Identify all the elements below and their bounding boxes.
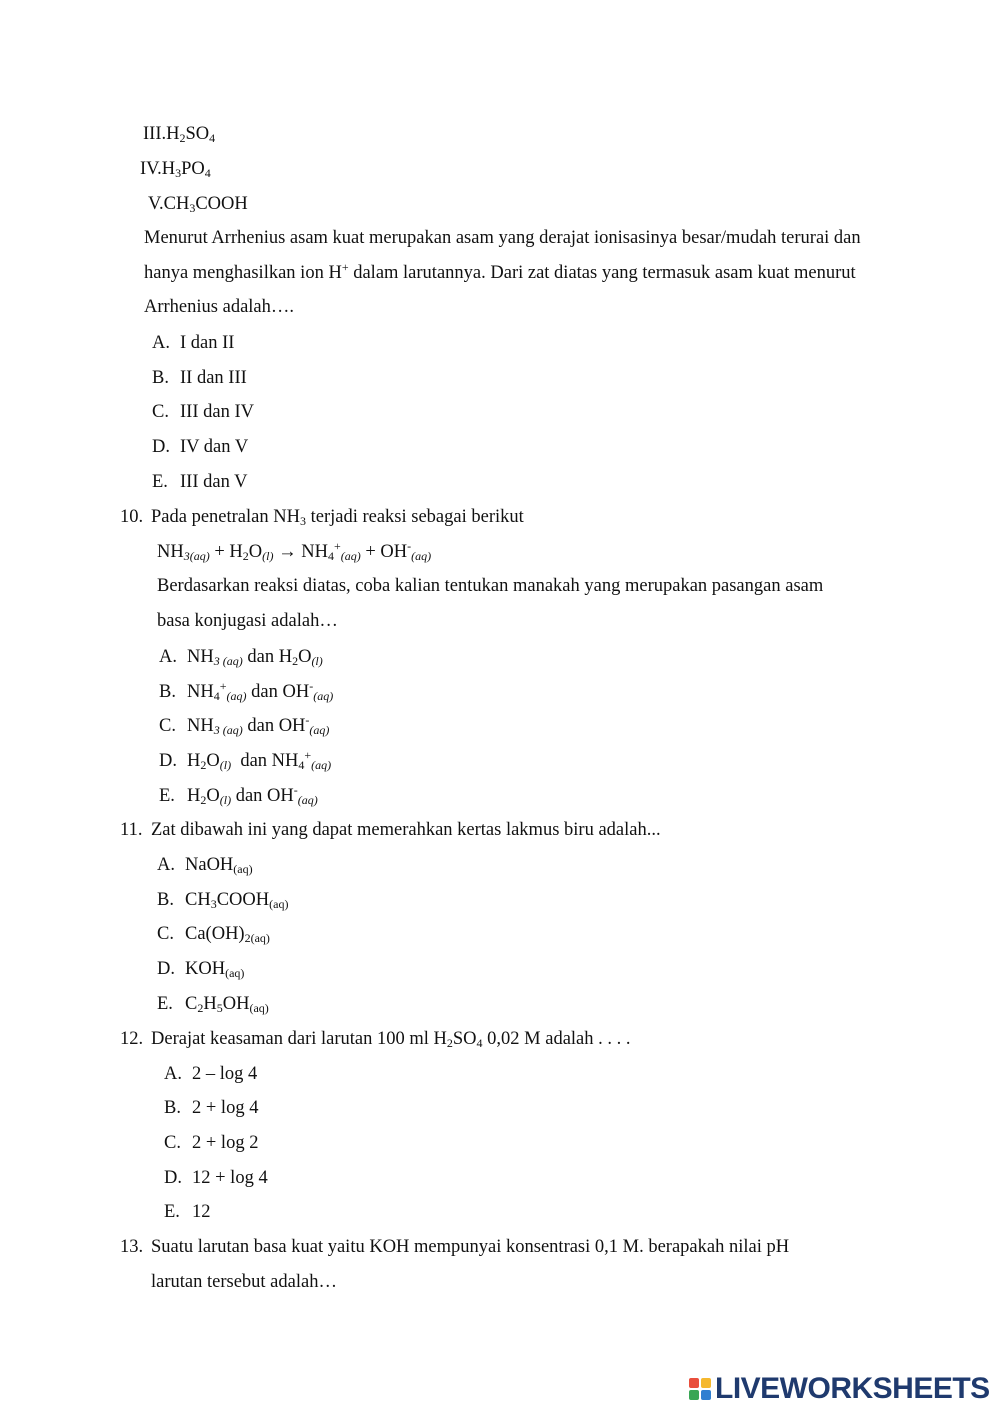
q13-stem-line-2: larutan tersebut adalah… [151,1272,337,1292]
option-letter: B. [164,1098,181,1118]
q11-stem: 11. Zat dibawah ini yang dapat memerahkan kertas lakmus biru adalah... [120,820,661,840]
q10-option-c[interactable]: C. $NH_{3 (aq)}$ dan $OH^-_{(aq)}$ [159,713,330,737]
option-letter: B. [157,890,174,910]
option-letter: E. [164,1202,180,1222]
option-letter: A. [159,647,177,667]
option-letter: A. [157,855,175,875]
q12-option-c[interactable]: C. 2 + log 2 [164,1133,259,1153]
logo-tile-2 [701,1378,711,1388]
option-letter: E. [159,786,175,806]
option-letter: D. [164,1168,182,1188]
q9-option-c[interactable]: C. III dan IV [152,402,254,422]
q12-stem: 12. Derajat keasaman dari larutan 100 ml $H_2SO_4$ 0,02 M adalah . . . . [120,1029,631,1050]
q10-equation: $NH_{3(aq)} + H_2O_{(l)} \to NH_4^+_{(aq)} + OH^-_{(aq)}$ [157,539,432,563]
option-letter: E. [157,994,173,1014]
option-letter: A. [152,333,170,353]
q11-option-c[interactable]: C. $Ca(OH)_{2(aq)}$ [157,924,270,945]
question-number: 12. [120,1029,144,1049]
option-letter: D. [157,959,175,979]
option-letter: B. [159,682,176,702]
liveworksheets-wordmark: LIVEWORKSHEETS [715,1372,990,1405]
q9-option-b[interactable]: B. II dan III [152,368,247,388]
q11-option-a[interactable]: A. NaOH$_{(aq)}$ [157,855,253,876]
question-number: 10. [120,507,144,527]
option-letter: D. [152,437,170,457]
option-letter: D. [159,751,177,771]
q9-stem: Menurut Arrhenius asam kuat merupakan asam yang derajat ionisasinya besar/mudah terurai dan hanya menghasilkan ion H+ dalam larutannya. Dari zat diatas yang termasuk asam kuat menurut Arrhenius adalah…. [144,228,861,318]
option-letter: E. [152,472,168,492]
q11-option-e[interactable]: E. $C_2H_5OH_{(aq)}$ [157,994,269,1015]
question-number: 11. [120,820,143,840]
option-letter: B. [152,368,169,388]
q12-option-b[interactable]: B. 2 + log 4 [164,1098,259,1118]
q10-option-b[interactable]: B. $NH_4^+_{(aq)}$ dan $OH^-_{(aq)}$ [159,679,334,703]
option-letter: C. [159,716,176,736]
q9-option-e[interactable]: E. III dan V [152,472,248,492]
option-letter: C. [152,402,169,422]
q9-option-a[interactable]: A. I dan II [152,333,235,353]
q9-option-d[interactable]: D. IV dan V [152,437,249,457]
q9-list-item-4: $IV.H_3PO_4$ [140,159,211,180]
q12-option-e[interactable]: E. 12 [164,1202,211,1222]
liveworksheets-logo-icon [689,1378,711,1400]
q10-option-a[interactable]: A. $NH_{3 (aq)}$ dan $H_2O_{(l)}$ [159,647,323,668]
q13-stem-line-1: 13. Suatu larutan basa kuat yaitu KOH mempunyai konsentrasi 0,1 M. berapakah nilai pH [120,1237,790,1257]
q12-option-a[interactable]: A. 2 – log 4 [164,1064,258,1084]
q11-option-b[interactable]: B. $CH_3COOH_{(aq)}$ [157,890,289,911]
q10-stem: 10. Pada penetralan $NH_3$ terjadi reaksi sebagai berikut [120,507,524,528]
liveworksheets-logo[interactable] [689,1372,990,1406]
option-letter: A. [164,1064,182,1084]
logo-tile-1 [689,1378,699,1388]
q10-option-e[interactable]: E. $H_2O_{(l)}$ dan $OH^-_{(aq)}$ [159,783,318,807]
q12-option-d[interactable]: D. 12 + log 4 [164,1168,268,1188]
q9-list-item-3: $III.H_2SO_4$ [143,124,216,145]
question-number: 13. [120,1237,144,1257]
logo-tile-3 [689,1390,699,1400]
logo-tile-4 [701,1390,711,1400]
q10-option-d[interactable]: D. $H_2O_{(l)}$ dan $NH_4^+_{(aq)}$ [159,748,332,772]
q10-follow-text: Berdasarkan reaksi diatas, coba kalian tentukan manakah yang merupakan pasangan asam basa konjugasi adalah… [157,576,824,631]
option-letter: C. [157,924,174,944]
option-letter: C. [164,1133,181,1153]
q11-option-d[interactable]: D. $KOH_{(aq)}$ [157,959,245,980]
q9-list-item-5: $V.CH_3COOH$ [148,194,248,215]
